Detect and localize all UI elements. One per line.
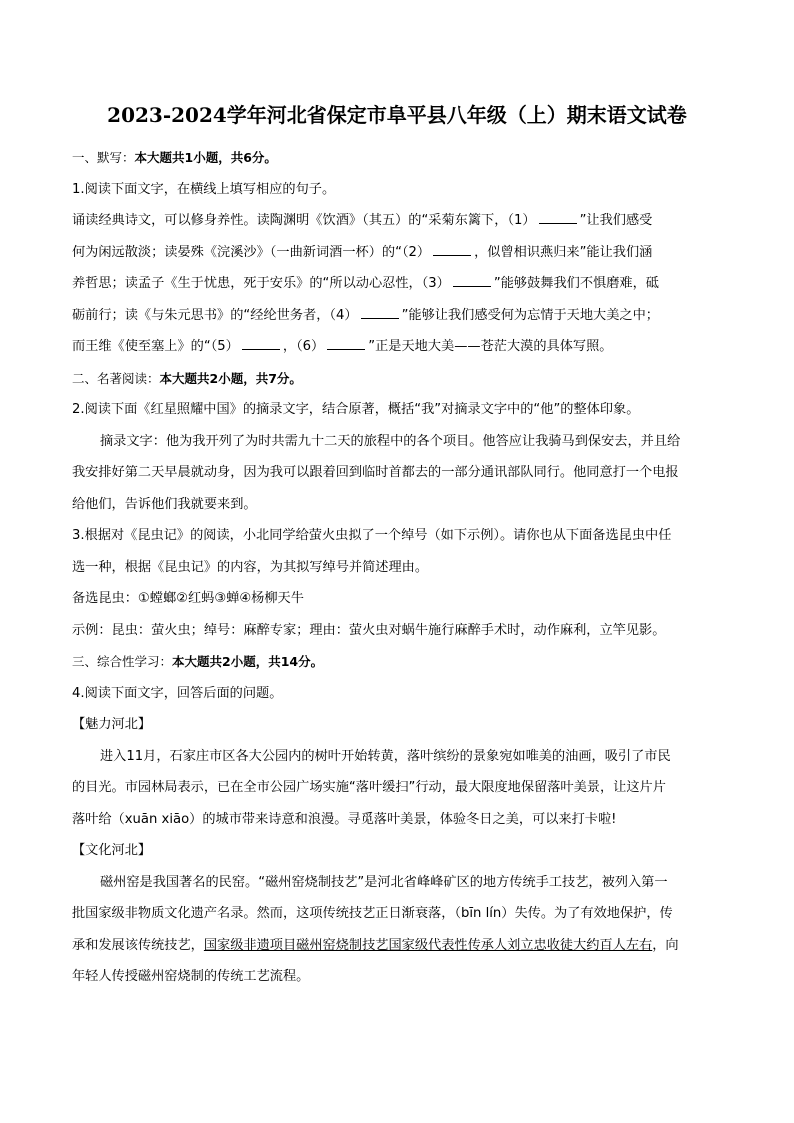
text-segment: ”让我们感受 <box>579 213 653 228</box>
underlined-sentence: 国家级非遗项目磁州窑烧制技艺国家级代表性传承人刘立忠收徒大约百人左右 <box>203 937 653 953</box>
question-2-prompt: 2.阅读下面《红星照耀中国》的摘录文字，结合原著，概括“我”对摘录文字中的“他”的整体印象。 <box>72 402 640 417</box>
subheading-culture-hebei: 【文化河北】 <box>72 843 152 858</box>
question-1-line-3 <box>72 268 722 300</box>
text-segment: 何为闲远散淡；读晏殊《浣溪沙》（一曲新词酒一杯）的“（2） <box>72 244 431 260</box>
text-segment: 诵读经典诗文，可以修身养性。读陶渊明《饮酒》（其五）的“采菊东篱下，（1） <box>72 213 536 228</box>
answer-blank-1[interactable] <box>539 209 577 224</box>
question-3-line-1: 3.根据对《昆虫记》的阅读，小北同学给萤火虫拟了一个绰号（如下示例）。请你也从下面备选昆虫中任 <box>72 528 672 543</box>
paragraph-1-line-3: 落叶给（xuān xiāo）的城市带来诗意和浪漫。寻觅落叶美景，体验冬日之美，可以来打卡啦! <box>72 811 617 827</box>
question-1-prompt: 1.阅读下面文字，在横线上填写相应的句子。 <box>72 181 336 197</box>
answer-blank-3[interactable] <box>453 272 491 287</box>
answer-blank-5[interactable] <box>242 335 280 350</box>
paragraph-2-line-1: 磁州窑是我国著名的民窑。“磁州窑烧制技艺”是河北省峰峰矿区的地方传统手工技艺，被列入第一 <box>100 874 668 890</box>
question-3-options: 备选昆虫：①螳螂②红蚂③蝉④杨柳天牛 <box>72 591 304 606</box>
question-4-prompt: 4.阅读下面文字，回答后面的问题。 <box>72 685 283 701</box>
paragraph-1-line-1: 进入11月，石家庄市区各大公园内的树叶开始转黄，落叶缤纷的景象宛如唯美的油画，吸引了市民 <box>100 748 671 764</box>
section-3-label: 三、综合性学习： <box>72 654 173 669</box>
question-2-excerpt-line-1: 摘录文字：他为我开列了为时共需九十二天的旅程中的各个项目。他答应让我骑马到保安去，并且给 <box>100 433 681 449</box>
section-2-info: 本大题共2小题，共7分。 <box>159 370 302 386</box>
section-1-label: 一、默写： <box>72 150 135 165</box>
paragraph-2-line-3 <box>72 930 722 962</box>
section-2-heading <box>72 363 722 395</box>
question-1-line-5 <box>72 331 722 363</box>
text-segment: 而王维《使至塞上》的“（5） <box>72 339 239 354</box>
text-segment: ”能够鼓舞我们不惧磨难，砥 <box>493 276 659 291</box>
section-3-heading <box>72 646 722 678</box>
question-3-line-2: 选一种，根据《昆虫记》的内容，为其拟写绰号并简述理由。 <box>72 559 429 575</box>
subheading-charm-hebei: 【魅力河北】 <box>72 717 152 732</box>
text-segment: 砺前行；读《与朱元思书》的“经纶世务者，（4） <box>72 307 358 323</box>
answer-blank-4[interactable] <box>361 304 399 319</box>
answer-blank-2[interactable] <box>433 241 471 256</box>
text-segment: ，似曾相识燕归来”能让我们涵 <box>474 244 653 260</box>
section-3-info: 本大题共2小题，共14分。 <box>172 654 324 669</box>
paragraph-1-line-2: 的目光。市园林局表示，已在全市公园广场实施“落叶缓扫”行动，最大限度地保留落叶美景，让这片片 <box>72 780 666 795</box>
text-segment: 承和发展该传统技艺， <box>72 937 204 953</box>
text-segment: ，向 <box>652 937 679 953</box>
question-2-excerpt-line-3: 给他们，告诉他们我就要来到。 <box>72 496 257 512</box>
question-1-line-2 <box>72 237 722 269</box>
paragraph-2-line-2: 批国家级非物质文化遗产名录。然而，这项传统技艺正日渐衰落，（bīn lín）失传。为了有效地保护，传 <box>72 906 673 921</box>
text-segment: ，（6） <box>282 339 325 354</box>
question-3-example: 示例：昆虫：萤火虫；绰号：麻醉专家；理由：萤火虫对蜗牛施行麻醉手术时，动作麻利，立竿见影。 <box>72 622 666 638</box>
paragraph-2-line-4: 年轻人传授磁州窑烧制的传统工艺流程。 <box>72 969 310 984</box>
page-title: 2023-2024学年河北省保定市阜平县八年级（上）期末语文试卷 <box>107 103 687 127</box>
section-1-info: 本大题共1小题，共6分。 <box>134 150 277 165</box>
section-2-label: 二、名著阅读： <box>72 370 160 386</box>
answer-blank-6[interactable] <box>327 335 365 350</box>
section-1-heading <box>72 142 722 174</box>
text-segment: ”正是天地大美——苍茫大漠的具体写照。 <box>368 339 613 354</box>
text-segment: 养哲思；读孟子《生于忧患，死于安乐》的“所以动心忍性，（3） <box>72 276 450 291</box>
question-1-line-4 <box>72 300 722 332</box>
question-2-excerpt-line-2: 我安排好第二天早晨就动身，因为我可以跟着回到临时首都去的一部分通讯部队同行。他同意打一个电报 <box>72 465 679 480</box>
text-segment: ”能够让我们感受何为忘情于天地大美之中； <box>401 307 659 323</box>
question-1-line-1 <box>72 205 722 237</box>
